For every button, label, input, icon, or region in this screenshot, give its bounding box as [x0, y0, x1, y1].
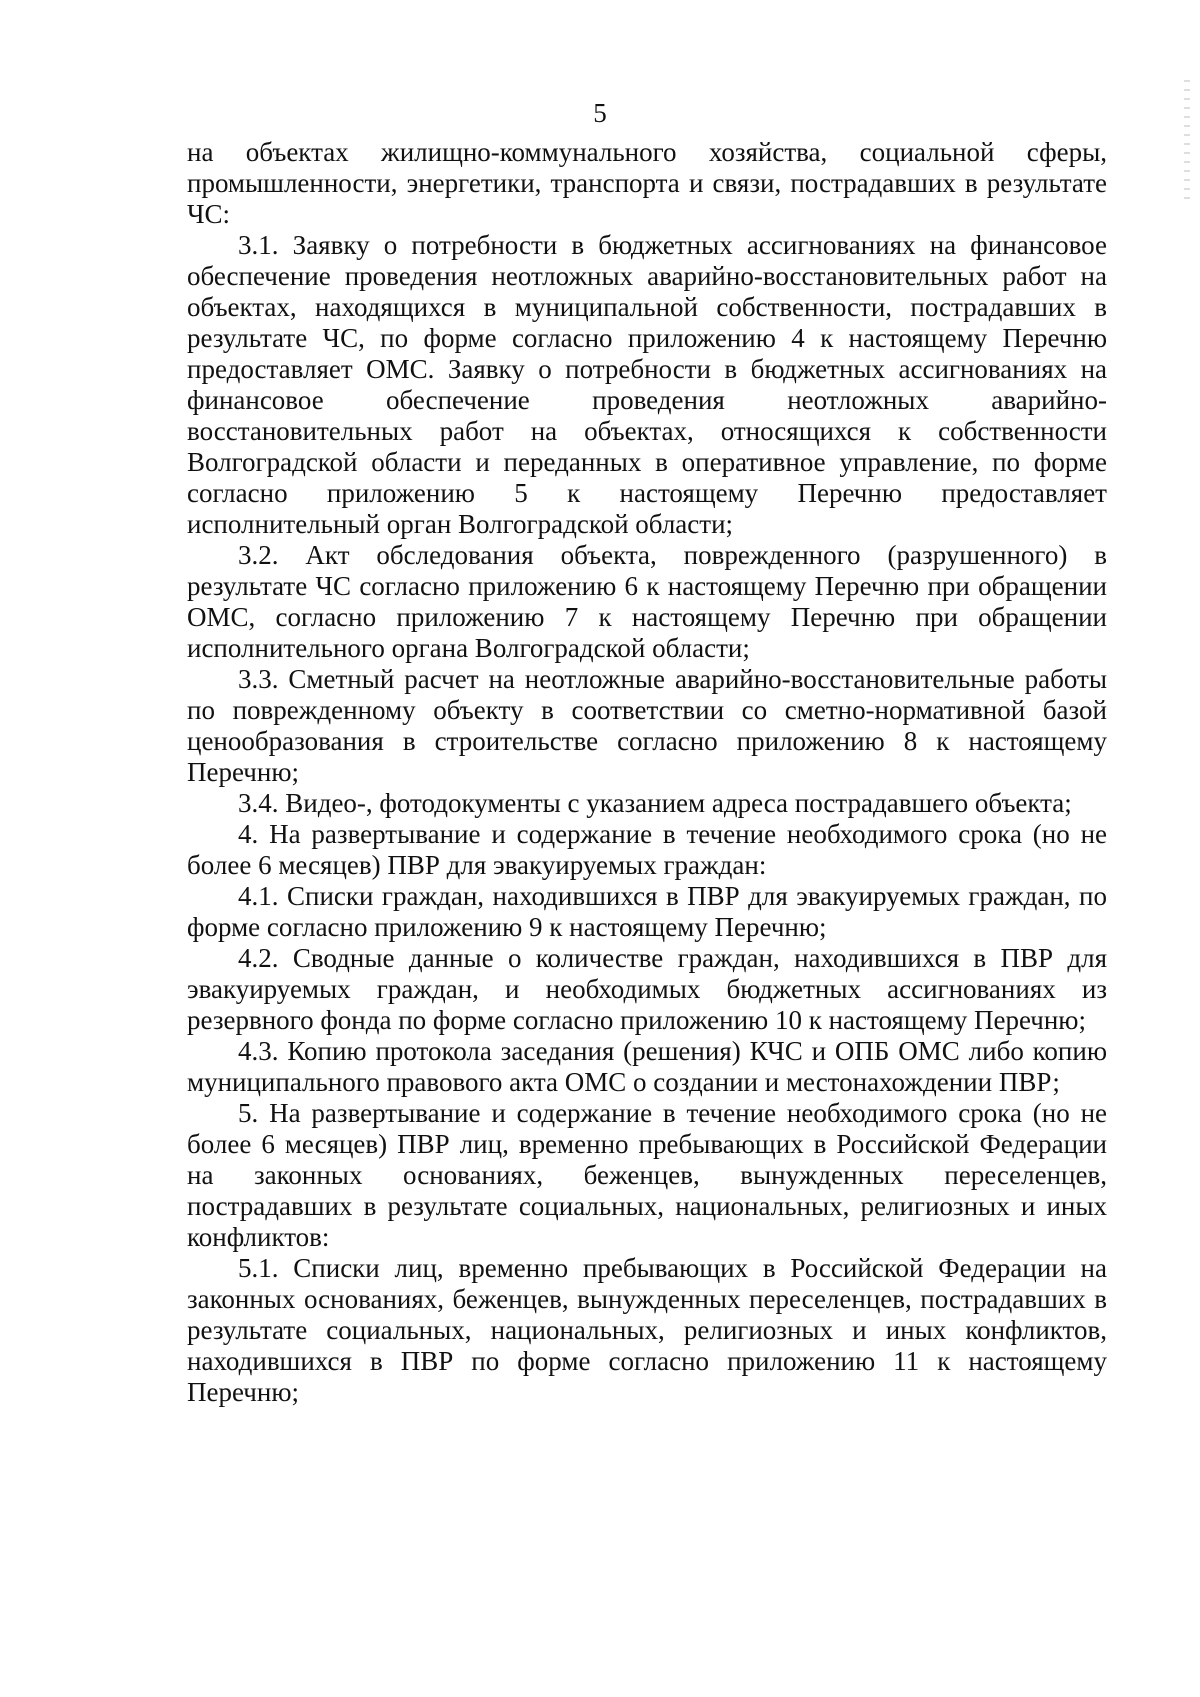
paragraph-4-1: 4.1. Списки граждан, находившихся в ПВР для эвакуируемых граждан, по форме согласно приложению 9 к настоящему Перечню; — [187, 881, 1107, 942]
paragraph-4: 4. На развертывание и содержание в течение необходимого срока (но не более 6 месяцев) ПВР для эвакуируемых граждан: — [187, 819, 1107, 880]
paragraph-3-2: 3.2. Акт обследования объекта, поврежденного (разрушенного) в результате ЧС согласно приложению 6 к настоящему Перечню при обращении ОМС, согласно приложению 7 к настоящему Перечню при обращении исполнительного органа Волгоградской области; — [187, 540, 1107, 663]
paragraph-continuation: на объектах жилищно-коммунального хозяйства, социальной сферы, промышленности, энергетики, транспорта и связи, пострадавших в результате ЧС: — [187, 137, 1107, 229]
paragraph-3-3: 3.3. Сметный расчет на неотложные аварийно-восстановительные работы по поврежденному объекту в соответствии со сметно-нормативной базой ценообразования в строительстве согласно приложению 8 к настоящему Перечню; — [187, 664, 1107, 787]
paragraph-5-1: 5.1. Списки лиц, временно пребывающих в Российской Федерации на законных основаниях, беженцев, вынужденных переселенцев, пострадавших в результате социальных, национальных, религиозных и иных конфликтов, находившихся в ПВР по форме согласно приложению 11 к настоящему Перечню; — [187, 1253, 1107, 1407]
paragraph-4-3: 4.3. Копию протокола заседания (решения) КЧС и ОПБ ОМС либо копию муниципального правового акта ОМС о создании и местонахождении ПВР; — [187, 1036, 1107, 1097]
paragraph-5: 5. На развертывание и содержание в течение необходимого срока (но не более 6 месяцев) ПВР лиц, временно пребывающих в Российской Федерации на законных основаниях, беженцев, вынужденных переселенцев, пострадавших в результате социальных, национальных, религиозных и иных конфликтов: — [187, 1098, 1107, 1252]
document-body — [187, 137, 1107, 1408]
paragraph-3-1: 3.1. Заявку о потребности в бюджетных ассигнованиях на финансовое обеспечение проведения неотложных аварийно-восстановительных работ на объектах, находящихся в муниципальной собственности, пострадавших в результате ЧС, по форме согласно приложению 4 к настоящему Перечню предоставляет ОМС. Заявку о потребности в бюджетных ассигнованиях на финансовое обеспечение проведения неотложных аварийно-восстановительных работ на объектах, относящихся к собственности Волгоградской области и переданных в оперативное управление, по форме согласно приложению 5 к настоящему Перечню предоставляет исполнительный орган Волгоградской области; — [187, 230, 1107, 539]
paragraph-4-2: 4.2. Сводные данные о количестве граждан, находившихся в ПВР для эвакуируемых граждан, и необходимых бюджетных ассигнованиях из резервного фонда по форме согласно приложению 10 к настоящему Перечню; — [187, 943, 1107, 1035]
page-number: 5 — [593, 98, 607, 128]
paragraph-3-4: 3.4. Видео-, фотодокументы с указанием адреса пострадавшего объекта; — [238, 788, 1072, 818]
